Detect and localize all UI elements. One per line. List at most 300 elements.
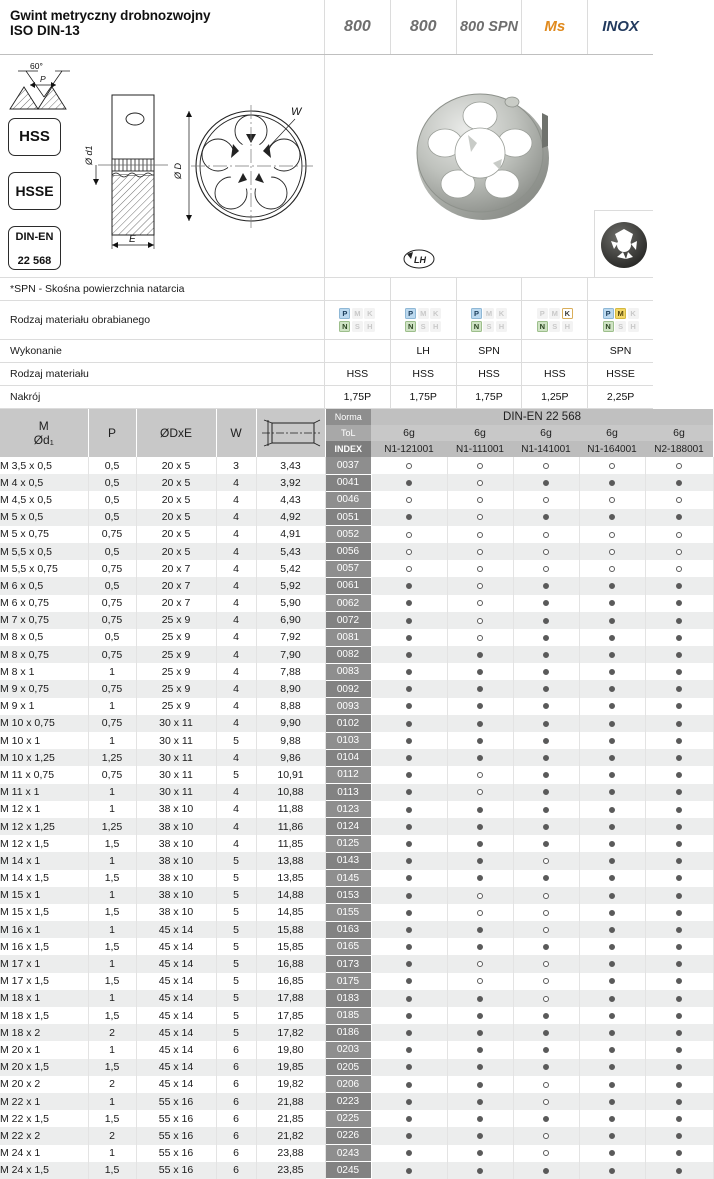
cell-index: 0205 — [325, 1059, 371, 1076]
cell-availability-4 — [579, 715, 645, 732]
open-dot-icon — [477, 789, 483, 795]
cell-availability-2 — [447, 766, 513, 783]
open-dot-icon — [543, 549, 549, 555]
table-row[interactable] — [0, 990, 713, 1007]
table-row[interactable] — [0, 663, 713, 680]
cell-dxe: 55 x 16 — [136, 1093, 216, 1110]
cell-availability-2 — [447, 784, 513, 801]
col-header-w: W — [216, 409, 256, 457]
col-header-dimension-icon — [256, 409, 325, 457]
filled-dot-icon — [477, 1030, 483, 1036]
table-row[interactable] — [0, 560, 713, 577]
open-dot-icon — [477, 618, 483, 624]
filled-dot-icon — [676, 996, 682, 1002]
cell-pitch: 1 — [88, 663, 136, 680]
table-row[interactable] — [0, 646, 713, 663]
cell-size: M 20 x 2 — [0, 1076, 88, 1093]
cell-size: M 24 x 1,5 — [0, 1162, 88, 1179]
filled-dot-icon — [406, 514, 412, 520]
cell-availability-4 — [579, 1110, 645, 1127]
cell-availability-3 — [513, 629, 579, 646]
cell-pitch: 0,75 — [88, 612, 136, 629]
filled-dot-icon — [477, 1082, 483, 1088]
cell-index: 0046 — [325, 491, 371, 508]
cell-availability-2 — [447, 1007, 513, 1024]
spn-footnote: *SPN - Skośna powierzchnia natarcia — [0, 278, 325, 300]
cell-availability-5 — [645, 801, 713, 818]
cell-diameter: 14,88 — [256, 887, 325, 904]
table-row[interactable] — [0, 1093, 713, 1110]
cell-availability-4 — [579, 1024, 645, 1041]
cell-w: 4 — [216, 526, 256, 543]
cell-dxe: 30 x 11 — [136, 715, 216, 732]
cell-availability-3 — [513, 612, 579, 629]
cell-availability-1 — [371, 509, 447, 526]
material-badge-row-bottom — [405, 321, 441, 332]
filled-dot-icon — [477, 996, 483, 1002]
cell-w: 5 — [216, 938, 256, 955]
cell-availability-5 — [645, 784, 713, 801]
cell-dxe: 25 x 9 — [136, 629, 216, 646]
cell-size: M 6 x 0,75 — [0, 595, 88, 612]
cell-size: M 16 x 1 — [0, 921, 88, 938]
table-row[interactable] — [0, 1059, 713, 1076]
filled-dot-icon — [609, 772, 615, 778]
cell-availability-4 — [579, 1041, 645, 1058]
cell-dxe: 38 x 10 — [136, 852, 216, 869]
table-row[interactable] — [0, 784, 713, 801]
filled-dot-icon — [609, 1047, 615, 1053]
die-dimension-icon — [260, 416, 322, 450]
cell-availability-3 — [513, 749, 579, 766]
filled-dot-icon — [676, 807, 682, 813]
cell-pitch: 0,75 — [88, 646, 136, 663]
cell-pitch: 0,5 — [88, 543, 136, 560]
cell-diameter: 9,90 — [256, 715, 325, 732]
cell-availability-5 — [645, 491, 713, 508]
open-dot-icon — [406, 463, 412, 469]
cell-pitch: 2 — [88, 1127, 136, 1144]
cell-availability-5 — [645, 904, 713, 921]
filled-dot-icon — [477, 1099, 483, 1105]
workpiece-material-label: Rodzaj materiału obrabianego — [0, 301, 325, 339]
table-row[interactable] — [0, 1024, 713, 1041]
filled-dot-icon — [543, 944, 549, 950]
material-badge-p: P — [603, 308, 614, 319]
filled-dot-icon — [676, 1168, 682, 1174]
filled-dot-icon — [406, 1099, 412, 1105]
table-row[interactable] — [0, 715, 713, 732]
thread-cut-row — [0, 385, 653, 409]
cell-diameter: 13,88 — [256, 852, 325, 869]
svg-text:LH: LH — [414, 255, 426, 265]
filled-dot-icon — [406, 721, 412, 727]
table-row[interactable] — [0, 1145, 713, 1162]
cell-availability-3 — [513, 921, 579, 938]
cell-availability-5 — [645, 1076, 713, 1093]
cell-availability-4 — [579, 474, 645, 491]
cell-dxe: 38 x 10 — [136, 904, 216, 921]
table-row[interactable] — [0, 491, 713, 508]
svg-text:W: W — [291, 106, 302, 118]
cell-availability-4 — [579, 698, 645, 715]
execution-cell-1 — [325, 340, 390, 362]
open-dot-icon — [543, 1150, 549, 1156]
table-row[interactable] — [0, 818, 713, 835]
cell-size: M 3,5 x 0,5 — [0, 457, 88, 474]
cell-availability-3 — [513, 887, 579, 904]
cell-pitch: 1 — [88, 990, 136, 1007]
cell-availability-4 — [579, 491, 645, 508]
cell-diameter: 8,90 — [256, 680, 325, 697]
cell-diameter: 5,92 — [256, 577, 325, 594]
table-row[interactable] — [0, 509, 713, 526]
cell-diameter: 4,92 — [256, 509, 325, 526]
specification-table — [0, 409, 714, 1179]
open-dot-icon — [543, 1099, 549, 1105]
cell-index: 0104 — [325, 749, 371, 766]
col-header-size-line2: Ød₁ — [33, 433, 54, 447]
cell-availability-5 — [645, 1059, 713, 1076]
cell-diameter: 9,86 — [256, 749, 325, 766]
cell-availability-4 — [579, 457, 645, 474]
filled-dot-icon — [609, 1064, 615, 1070]
material-badge-row-top — [537, 308, 573, 319]
filled-dot-icon — [609, 635, 615, 641]
filled-dot-icon — [543, 480, 549, 486]
table-row[interactable] — [0, 595, 713, 612]
filled-dot-icon — [543, 1064, 549, 1070]
cell-availability-4 — [579, 663, 645, 680]
material-badge-n: N — [405, 321, 416, 332]
filled-dot-icon — [609, 721, 615, 727]
cell-dxe: 20 x 5 — [136, 543, 216, 560]
cell-pitch: 1,5 — [88, 1110, 136, 1127]
cell-availability-2 — [447, 629, 513, 646]
cell-dxe: 30 x 11 — [136, 766, 216, 783]
cell-availability-3 — [513, 852, 579, 869]
cell-availability-4 — [579, 955, 645, 972]
material-badge-row-bottom — [537, 321, 573, 332]
cell-availability-1 — [371, 595, 447, 612]
cell-w: 4 — [216, 509, 256, 526]
cell-availability-4 — [579, 835, 645, 852]
cell-size: M 8 x 0,5 — [0, 629, 88, 646]
cell-dxe: 38 x 10 — [136, 870, 216, 887]
cell-availability-1 — [371, 1110, 447, 1127]
cell-index: 0123 — [325, 801, 371, 818]
footnote-spacer — [325, 278, 653, 300]
material-badge-k: K — [628, 308, 639, 319]
execution-cells — [325, 340, 653, 362]
cell-dxe: 45 x 14 — [136, 1007, 216, 1024]
cell-availability-3 — [513, 560, 579, 577]
table-row[interactable] — [0, 474, 713, 491]
table-row[interactable] — [0, 698, 713, 715]
table-row[interactable] — [0, 887, 713, 904]
table-row[interactable] — [0, 1007, 713, 1024]
cell-index: 0226 — [325, 1127, 371, 1144]
cell-availability-2 — [447, 1127, 513, 1144]
open-dot-icon — [477, 480, 483, 486]
cell-index: 0186 — [325, 1024, 371, 1041]
cell-availability-5 — [645, 509, 713, 526]
cell-availability-5 — [645, 955, 713, 972]
cell-availability-1 — [371, 1093, 447, 1110]
cell-availability-2 — [447, 749, 513, 766]
cell-availability-5 — [645, 1093, 713, 1110]
cell-availability-5 — [645, 1007, 713, 1024]
filled-dot-icon — [676, 1099, 682, 1105]
cell-pitch: 1 — [88, 1093, 136, 1110]
cell-availability-4 — [579, 560, 645, 577]
cell-pitch: 2 — [88, 1024, 136, 1041]
material-group-cell-4 — [521, 301, 587, 339]
cell-size: M 7 x 0,75 — [0, 612, 88, 629]
cell-availability-2 — [447, 852, 513, 869]
open-dot-icon — [543, 532, 549, 538]
cell-availability-1 — [371, 560, 447, 577]
filled-dot-icon — [676, 978, 682, 984]
cell-availability-2 — [447, 1059, 513, 1076]
open-dot-icon — [543, 1082, 549, 1088]
cell-availability-3 — [513, 955, 579, 972]
filled-dot-icon — [406, 858, 412, 864]
table-row[interactable] — [0, 749, 713, 766]
cell-dxe: 45 x 14 — [136, 990, 216, 1007]
open-dot-icon — [609, 532, 615, 538]
open-dot-icon — [477, 978, 483, 984]
table-row[interactable] — [0, 870, 713, 887]
filled-dot-icon — [676, 1082, 682, 1088]
filled-dot-icon — [676, 686, 682, 692]
table-row[interactable] — [0, 612, 713, 629]
grade-cell-5: INOX — [587, 0, 653, 54]
table-row[interactable] — [0, 766, 713, 783]
cell-availability-1 — [371, 766, 447, 783]
material-badge-row-top — [471, 308, 507, 319]
open-dot-icon — [406, 497, 412, 503]
filled-dot-icon — [543, 600, 549, 606]
cell-pitch: 1,5 — [88, 1162, 136, 1179]
filled-dot-icon — [406, 755, 412, 761]
cell-availability-5 — [645, 560, 713, 577]
filled-dot-icon — [676, 738, 682, 744]
table-row[interactable] — [0, 904, 713, 921]
cell-diameter: 4,91 — [256, 526, 325, 543]
filled-dot-icon — [477, 875, 483, 881]
cell-availability-2 — [447, 577, 513, 594]
cell-pitch: 1 — [88, 698, 136, 715]
open-dot-icon — [477, 600, 483, 606]
open-dot-icon — [609, 549, 615, 555]
cell-availability-3 — [513, 1007, 579, 1024]
tool-material-row — [0, 362, 653, 385]
cell-w: 6 — [216, 1041, 256, 1058]
cell-availability-1 — [371, 577, 447, 594]
workpiece-material-row — [0, 300, 653, 339]
cell-diameter: 9,88 — [256, 732, 325, 749]
cell-diameter: 23,85 — [256, 1162, 325, 1179]
cell-availability-5 — [645, 1024, 713, 1041]
cell-w: 3 — [216, 457, 256, 474]
filled-dot-icon — [406, 686, 412, 692]
tool-material-cells — [325, 363, 653, 385]
cell-size: M 22 x 2 — [0, 1127, 88, 1144]
cell-availability-2 — [447, 543, 513, 560]
table-row[interactable] — [0, 543, 713, 560]
filled-dot-icon — [676, 583, 682, 589]
cell-availability-3 — [513, 818, 579, 835]
thread-cut-cells — [325, 386, 653, 408]
cell-pitch: 1,5 — [88, 835, 136, 852]
cell-availability-1 — [371, 491, 447, 508]
table-row[interactable] — [0, 680, 713, 697]
execution-row — [0, 339, 653, 362]
table-row[interactable] — [0, 852, 713, 869]
open-dot-icon — [477, 497, 483, 503]
filled-dot-icon — [609, 807, 615, 813]
cell-diameter: 5,43 — [256, 543, 325, 560]
cell-diameter: 19,85 — [256, 1059, 325, 1076]
cell-availability-3 — [513, 680, 579, 697]
cell-diameter: 19,80 — [256, 1041, 325, 1058]
cell-w: 4 — [216, 612, 256, 629]
filled-dot-icon — [609, 858, 615, 864]
cell-availability-4 — [579, 938, 645, 955]
filled-dot-icon — [676, 772, 682, 778]
material-badge-m: M — [549, 308, 560, 319]
cell-availability-4 — [579, 990, 645, 1007]
table-row[interactable] — [0, 1076, 713, 1093]
table-row[interactable] — [0, 1127, 713, 1144]
filled-dot-icon — [543, 669, 549, 675]
table-row[interactable] — [0, 973, 713, 990]
table-row[interactable] — [0, 938, 713, 955]
table-row[interactable] — [0, 1041, 713, 1058]
cell-size: M 22 x 1 — [0, 1093, 88, 1110]
cell-availability-2 — [447, 560, 513, 577]
cell-w: 5 — [216, 1024, 256, 1041]
cell-availability-4 — [579, 870, 645, 887]
cell-availability-5 — [645, 680, 713, 697]
cell-availability-2 — [447, 835, 513, 852]
table-row[interactable] — [0, 801, 713, 818]
cell-dxe: 25 x 9 — [136, 698, 216, 715]
cell-availability-4 — [579, 509, 645, 526]
cell-availability-5 — [645, 474, 713, 491]
cell-diameter: 5,90 — [256, 595, 325, 612]
cell-dxe: 20 x 5 — [136, 491, 216, 508]
cell-availability-2 — [447, 526, 513, 543]
index-value-3: N1-141001 — [513, 441, 579, 457]
cell-availability-3 — [513, 646, 579, 663]
grade-cell-4: Ms — [521, 0, 587, 54]
filled-dot-icon — [676, 635, 682, 641]
tool-material-label: Rodzaj materiału — [0, 363, 325, 385]
cell-index: 0223 — [325, 1093, 371, 1110]
filled-dot-icon — [406, 824, 412, 830]
filled-dot-icon — [477, 669, 483, 675]
filled-dot-icon — [477, 1064, 483, 1070]
cell-w: 5 — [216, 904, 256, 921]
filled-dot-icon — [543, 807, 549, 813]
table-row[interactable] — [0, 732, 713, 749]
cell-availability-3 — [513, 595, 579, 612]
material-badge-h: H — [628, 321, 639, 332]
cell-w: 6 — [216, 1076, 256, 1093]
filled-dot-icon — [406, 789, 412, 795]
table-row[interactable] — [0, 577, 713, 594]
cell-w: 6 — [216, 1162, 256, 1179]
table-row[interactable] — [0, 921, 713, 938]
table-row[interactable] — [0, 629, 713, 646]
cell-availability-2 — [447, 680, 513, 697]
cell-index: 0112 — [325, 766, 371, 783]
cell-diameter: 16,88 — [256, 955, 325, 972]
cell-availability-4 — [579, 852, 645, 869]
cell-diameter: 17,82 — [256, 1024, 325, 1041]
badge-din-en — [8, 226, 61, 270]
footnote-cell-5 — [587, 278, 653, 300]
cell-availability-2 — [447, 1110, 513, 1127]
cell-availability-4 — [579, 749, 645, 766]
filled-dot-icon — [406, 1133, 412, 1139]
execution-cell-4 — [521, 340, 587, 362]
cell-availability-3 — [513, 938, 579, 955]
cell-size: M 12 x 1 — [0, 801, 88, 818]
cell-size: M 22 x 1,5 — [0, 1110, 88, 1127]
table-row[interactable] — [0, 1110, 713, 1127]
cell-dxe: 20 x 5 — [136, 457, 216, 474]
open-dot-icon — [543, 497, 549, 503]
cell-availability-1 — [371, 835, 447, 852]
filled-dot-icon — [406, 618, 412, 624]
filled-dot-icon — [676, 927, 682, 933]
cell-availability-5 — [645, 646, 713, 663]
cell-dxe: 45 x 14 — [136, 973, 216, 990]
cell-w: 6 — [216, 1059, 256, 1076]
cell-dxe: 20 x 7 — [136, 577, 216, 594]
cell-availability-2 — [447, 887, 513, 904]
table-row[interactable] — [0, 955, 713, 972]
grade-cell-3-label: 800 SPN — [459, 19, 519, 35]
cell-dxe: 38 x 10 — [136, 887, 216, 904]
cell-availability-3 — [513, 491, 579, 508]
table-row[interactable] — [0, 526, 713, 543]
table-row[interactable] — [0, 457, 713, 474]
cell-availability-1 — [371, 801, 447, 818]
cell-size: M 14 x 1,5 — [0, 870, 88, 887]
cell-availability-3 — [513, 766, 579, 783]
material-badge-row-top — [339, 308, 375, 319]
die-side-view-drawing — [78, 77, 188, 272]
table-row[interactable] — [0, 835, 713, 852]
material-badge-p: P — [471, 308, 482, 319]
cell-pitch: 0,75 — [88, 766, 136, 783]
cell-pitch: 0,5 — [88, 629, 136, 646]
cell-w: 4 — [216, 698, 256, 715]
grade-header-row — [325, 0, 653, 54]
cell-availability-5 — [645, 577, 713, 594]
filled-dot-icon — [609, 1082, 615, 1088]
cell-availability-2 — [447, 1041, 513, 1058]
filled-dot-icon — [609, 755, 615, 761]
cell-diameter: 10,88 — [256, 784, 325, 801]
table-row[interactable] — [0, 1162, 713, 1179]
cell-size: M 12 x 1,25 — [0, 818, 88, 835]
filled-dot-icon — [543, 738, 549, 744]
